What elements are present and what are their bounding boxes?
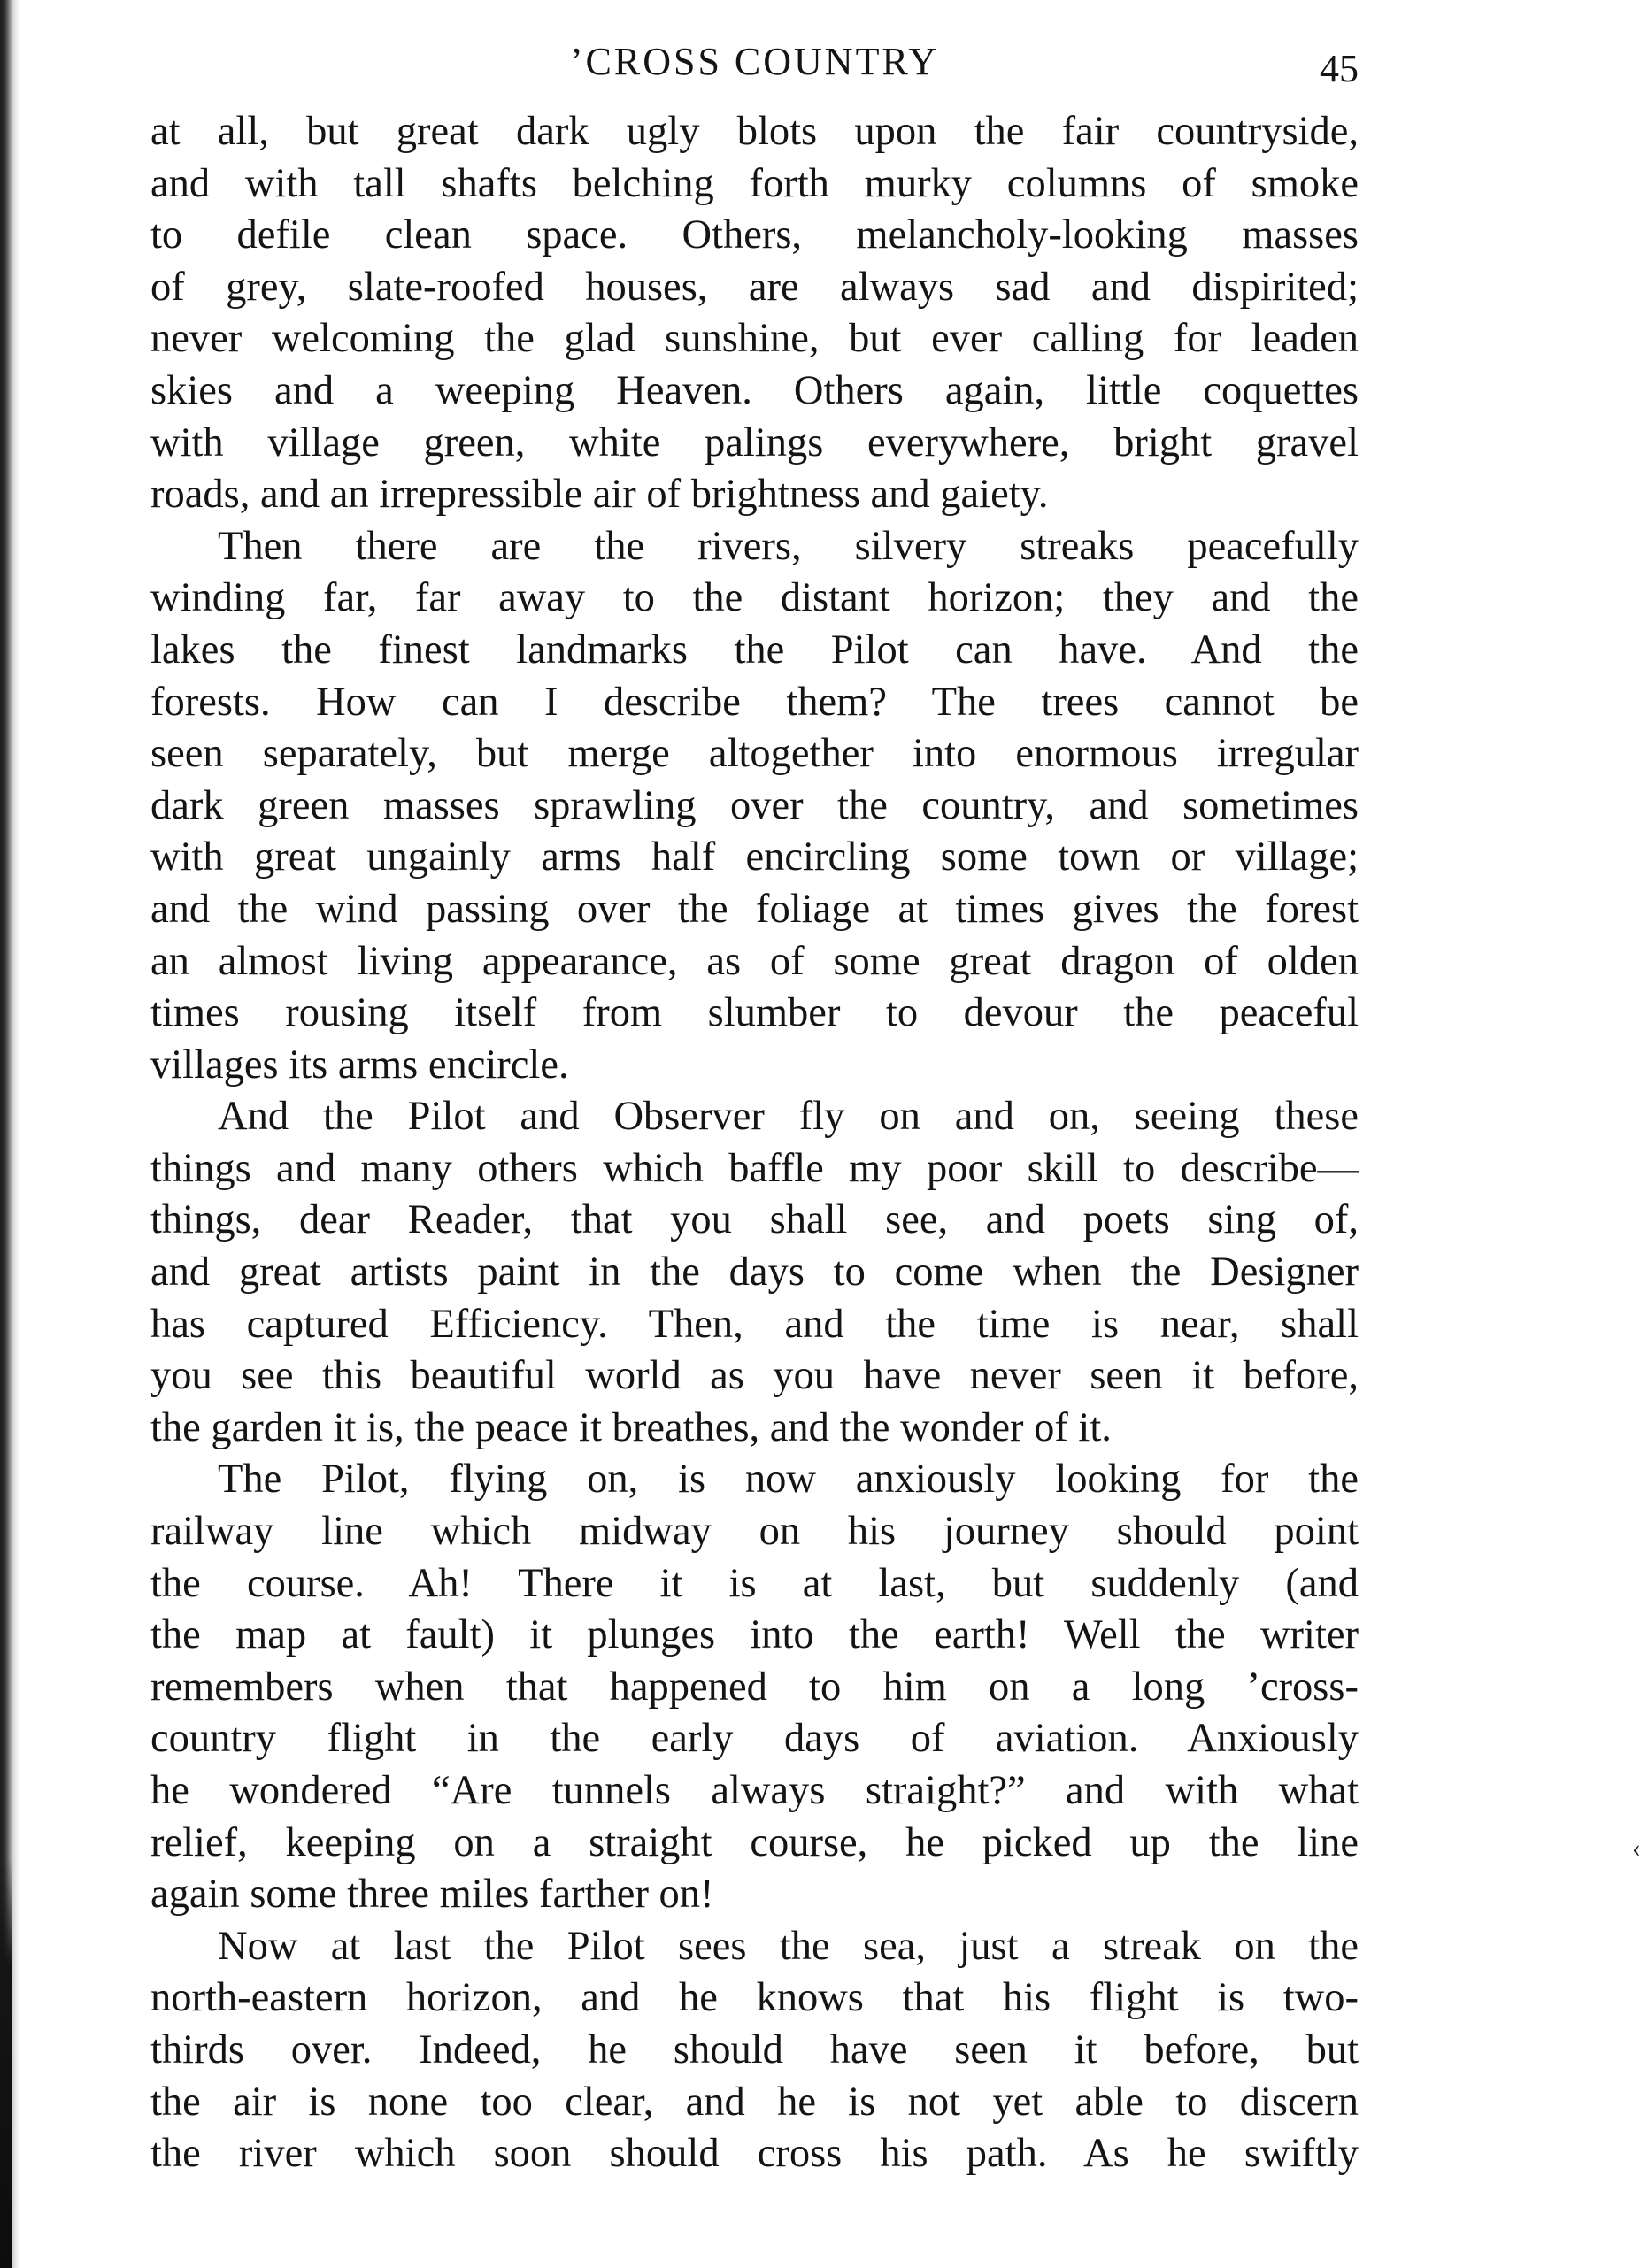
running-title: ’CROSS COUNTRY [569, 40, 940, 83]
text-line: never welcoming the glad sunshine, but ever calling for leaden [150, 316, 1359, 362]
text-line: the river which soon should cross his path. As he swiftly [150, 2131, 1359, 2177]
page-number: 45 [1320, 47, 1359, 90]
text-line: seen separately, but merge altogether into enormous irregular [150, 731, 1359, 777]
text-line: and great artists paint in the days to come when the Designer [150, 1249, 1359, 1295]
text-line: an almost living appearance, as of some great dragon of olden [150, 938, 1359, 984]
text-line: Now at last the Pilot sees the sea, just a streak on the [218, 1923, 1359, 1969]
text-line: the garden it is, the peace it breathes, and the wonder of it. [150, 1404, 1112, 1450]
text-line: railway line which midway on his journey should point [150, 1509, 1359, 1555]
text-line: country flight in the early days of aviation. Anxiously [150, 1716, 1359, 1762]
text-line: dark green masses sprawling over the country, and sometimes [150, 782, 1359, 828]
text-line: and with tall shafts belching forth murky columns of smoke [150, 160, 1359, 206]
text-line: again some three miles farther on! [150, 1872, 714, 1918]
text-line: skies and a weeping Heaven. Others again, little coquettes [150, 367, 1359, 413]
text-line: things and many others which baffle my poor skill to describe— [150, 1145, 1359, 1191]
text-line: roads, and an irrepressible air of brightness and gaiety. [150, 472, 1049, 518]
margin-mark: ‹ [1632, 1834, 1641, 1863]
text-line: the map at fault) it plunges into the earth! Well the writer [150, 1612, 1359, 1658]
text-line: thirds over. Indeed, he should have seen it before, but [150, 2026, 1359, 2072]
text-line: north-eastern horizon, and he knows that his flight is two- [150, 1975, 1359, 2021]
text-line: you see this beautiful world as you have never seen it before, [150, 1353, 1359, 1399]
text-line: villages its arms encircle. [150, 1042, 569, 1088]
text-line: times rousing itself from slumber to devour the peaceful [150, 990, 1359, 1036]
text-line: with great ungainly arms half encircling some town or village; [150, 834, 1359, 880]
page-header [150, 34, 1359, 97]
text-line: things, dear Reader, that you shall see, and poets sing of, [150, 1197, 1359, 1243]
text-line: has captured Efficiency. Then, and the time is near, shall [150, 1301, 1359, 1347]
text-line: the course. Ah! There it is at last, but suddenly (and [150, 1560, 1359, 1606]
text-line: of grey, slate-roofed houses, are always sad and dispirited; [150, 264, 1359, 310]
book-page [150, 34, 1359, 2180]
text-line: and the wind passing over the foliage at times gives the forest [150, 886, 1359, 932]
page-binding-shadow [0, 1858, 12, 2268]
text-line: winding far, far away to the distant horizon; they and the [150, 575, 1359, 621]
text-line: forests. How can I describe them? The trees cannot be [150, 679, 1359, 725]
text-line: The Pilot, flying on, is now anxiously looking for the [218, 1457, 1359, 1503]
text-line: the air is none too clear, and he is not yet able to discern [150, 2079, 1359, 2125]
text-line: at all, but great dark ugly blots upon the fair countryside, [150, 109, 1359, 154]
text-line: remembers when that happened to him on a long ’cross- [150, 1664, 1359, 1710]
text-line: to defile clean space. Others, melancholy-looking masses [150, 212, 1359, 258]
text-line: And the Pilot and Observer fly on and on, seeing these [218, 1094, 1359, 1140]
text-line: lakes the finest landmarks the Pilot can have. And the [150, 627, 1359, 673]
text-line: he wondered “Are tunnels always straight?” and with what [150, 1768, 1359, 1813]
text-line: with village green, white palings everywhere, bright gravel [150, 419, 1359, 465]
text-line: Then there are the rivers, silvery streaks peacefully [218, 523, 1359, 569]
body-text [150, 106, 1359, 2180]
text-line: relief, keeping on a straight course, he picked up the line [150, 1819, 1359, 1865]
